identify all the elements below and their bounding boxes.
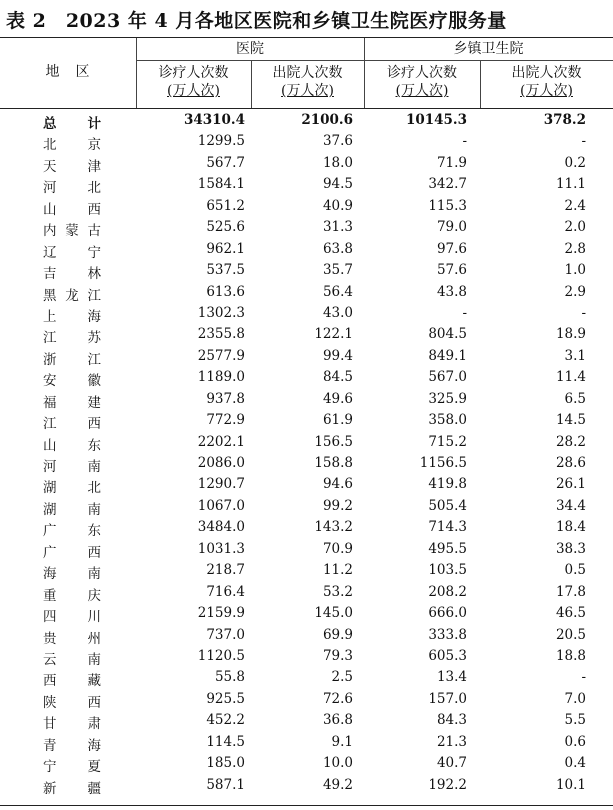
hospital-visits-cell: 1120.5 [197, 647, 245, 664]
table-row [0, 709, 613, 733]
township-visits-cell: 43.8 [436, 283, 467, 300]
township-visits-cell: 71.9 [436, 154, 467, 171]
region-name: 浙 江 [43, 351, 101, 368]
region-name: 广 西 [43, 544, 101, 561]
table-row [0, 624, 613, 645]
township-discharges-cell: - [581, 133, 586, 150]
region-name: 广 东 [43, 523, 101, 540]
hospital-discharges-cell: 40.9 [322, 197, 353, 214]
region-name: 江 苏 [43, 330, 101, 347]
hospital-discharges-cell: 31.3 [322, 219, 353, 236]
table-row [0, 581, 613, 602]
township-discharges-cell: 2.9 [564, 283, 586, 300]
hospital-discharges-cell: 94.5 [322, 176, 353, 193]
township-discharges-cell: 2.0 [564, 219, 586, 236]
hospital-visits-cell: 587.1 [206, 776, 245, 793]
hospital-discharges-cell: 49.6 [322, 390, 353, 407]
table-row [0, 302, 613, 323]
table-row [0, 388, 613, 409]
region-name: 新 疆 [43, 780, 101, 797]
hospital-discharges-cell: 143.2 [314, 519, 353, 536]
township-visits-cell: 804.5 [428, 326, 467, 343]
township-discharges-cell: 28.6 [555, 455, 586, 471]
table-row [0, 173, 613, 197]
table-row [0, 130, 613, 154]
hospital-discharges-cell: 10.0 [322, 755, 353, 772]
hospital-discharges-cell: 18.0 [322, 154, 353, 171]
hospital-visits-cell: 716.4 [206, 583, 245, 600]
hospital-visits-cell: 525.6 [206, 219, 245, 236]
hospital-discharges-cell: 61.9 [322, 412, 353, 429]
table-body [0, 109, 613, 795]
hospital-visits-cell: 613.6 [206, 283, 245, 300]
region-name: 北 京 [43, 137, 101, 154]
hospital-visits-cell: 2086.0 [197, 455, 245, 471]
hospital-discharges-cell: 70.9 [322, 540, 353, 557]
region-name: 天 津 [43, 158, 101, 175]
hospital-discharges-header: 出院人次数 (万人次) [272, 65, 343, 99]
region-name: 辽 宁 [43, 244, 101, 261]
hospital-discharges-cell: 36.8 [322, 712, 353, 729]
region-name: 吉 林 [43, 266, 101, 283]
township-discharges-cell: 46.5 [555, 605, 586, 622]
hospital-discharges-cell: 145.0 [314, 605, 353, 622]
township-visits-cell: - [462, 304, 467, 321]
table-row [0, 645, 613, 666]
township-visits-cell: 666.0 [428, 605, 467, 622]
hospital-discharges-cell: 49.2 [322, 776, 353, 793]
hospital-visits-cell: 1031.3 [197, 540, 245, 557]
township-visits-cell: 79.0 [436, 219, 467, 236]
region-name: 河 北 [43, 180, 101, 197]
region-header: 地 区 [45, 64, 91, 80]
region-name: 四 川 [43, 609, 101, 626]
header-divider [136, 60, 613, 61]
table-row [0, 774, 613, 795]
table-row [0, 431, 613, 452]
township-visits-cell: 84.3 [436, 712, 467, 729]
table-row [0, 473, 613, 497]
region-name: 安 徽 [43, 373, 101, 390]
region-name: 青 海 [43, 737, 101, 754]
township-discharges-cell: 18.8 [555, 647, 586, 664]
table-row [0, 281, 613, 302]
hospital-discharges-cell: 2.5 [331, 669, 353, 686]
township-discharges-cell: 7.0 [564, 690, 586, 707]
township-discharges-header: 出院人次数 (万人次) [511, 65, 582, 99]
data-table [0, 37, 613, 795]
hospital-visits-cell: 567.7 [206, 154, 245, 171]
hospital-discharges-cell: 53.2 [322, 583, 353, 600]
township-discharges-cell: - [581, 304, 586, 321]
township-discharges-cell: 17.8 [555, 583, 586, 600]
township-visits-cell: 10145.3 [405, 112, 467, 128]
hospital-discharges-cell: 69.9 [322, 626, 353, 643]
hospital-visits-cell: 1299.5 [197, 133, 245, 150]
table-row [0, 409, 613, 433]
table-row [0, 259, 613, 283]
township-discharges-cell: 6.5 [564, 390, 586, 407]
region-name: 贵 州 [43, 630, 101, 647]
hospital-discharges-cell: 99.4 [322, 347, 353, 364]
township-discharges-cell: 34.4 [555, 497, 586, 514]
region-name: 总 计 [43, 116, 101, 132]
table-row [0, 323, 613, 347]
region-name: 重 庆 [43, 587, 101, 604]
township-discharges-cell: 3.1 [564, 347, 586, 364]
township-visits-cell: 13.4 [436, 669, 467, 686]
table-row [0, 516, 613, 540]
township-visits-cell: 208.2 [428, 583, 467, 600]
township-visits-cell: 57.6 [436, 262, 467, 279]
region-name: 陕 西 [43, 694, 101, 711]
hospital-discharges-cell: 156.5 [314, 433, 353, 450]
hospital-visits-cell: 1290.7 [197, 476, 245, 493]
township-visits-header: 诊疗人次数 (万人次) [387, 65, 457, 99]
township-visits-cell: 358.0 [428, 412, 467, 429]
hospital-discharges-cell: 122.1 [314, 326, 353, 343]
hospital-visits-cell: 55.8 [214, 669, 245, 686]
township-header: 乡镇卫生院 [453, 41, 524, 57]
region-name: 海 南 [43, 566, 101, 583]
table-row [0, 731, 613, 752]
township-visits-cell: 40.7 [436, 755, 467, 772]
table-title: 表 2 2023 年 4 月各地区医院和乡镇卫生院医疗服务量 [6, 10, 507, 32]
township-visits-cell: 103.5 [428, 562, 467, 579]
table-row [0, 688, 613, 709]
hospital-visits-cell: 2355.8 [197, 326, 245, 343]
hospital-header: 医院 [236, 41, 264, 57]
township-visits-cell: 21.3 [436, 733, 467, 750]
township-discharges-cell: 18.4 [555, 519, 586, 536]
township-discharges-cell: 11.4 [555, 369, 586, 386]
region-name: 山 西 [43, 201, 101, 218]
township-visits-cell: 714.3 [428, 519, 467, 536]
hospital-discharges-cell: 72.6 [322, 690, 353, 707]
township-visits-cell: 97.6 [436, 240, 467, 257]
hospital-visits-cell: 185.0 [206, 755, 245, 772]
hospital-discharges-cell: 43.0 [322, 304, 353, 321]
table-row-total [0, 109, 613, 130]
hospital-visits-cell: 3484.0 [197, 519, 245, 536]
hospital-visits-cell: 772.9 [206, 412, 245, 429]
township-discharges-cell: 378.2 [543, 112, 586, 128]
region-name: 湖 南 [43, 501, 101, 518]
township-visits-cell: 605.3 [428, 647, 467, 664]
region-name: 江 西 [43, 416, 101, 433]
township-visits-cell: 192.2 [428, 776, 467, 793]
hospital-visits-cell: 2159.9 [197, 605, 245, 622]
region-name: 湖 北 [43, 480, 101, 497]
hospital-visits-cell: 925.5 [206, 690, 245, 707]
township-discharges-cell: 14.5 [555, 412, 586, 429]
hospital-visits-cell: 452.2 [206, 712, 245, 729]
township-visits-cell: 715.2 [428, 433, 467, 450]
hospital-visits-cell: 1302.3 [197, 304, 245, 321]
township-discharges-cell: 38.3 [555, 540, 586, 557]
hospital-discharges-cell: 2100.6 [301, 112, 353, 128]
hospital-discharges-cell: 84.5 [322, 369, 353, 386]
table-row [0, 666, 613, 690]
table-header [0, 38, 613, 108]
township-discharges-cell: - [581, 669, 586, 686]
township-discharges-cell: 0.2 [564, 154, 586, 171]
region-name: 山 东 [43, 437, 101, 454]
hospital-discharges-cell: 11.2 [322, 562, 353, 579]
bottom-rule [0, 805, 613, 806]
region-name: 西 藏 [43, 673, 101, 690]
hospital-visits-cell: 1584.1 [197, 176, 245, 193]
hospital-discharges-cell: 63.8 [322, 240, 353, 257]
township-visits-cell: 157.0 [428, 690, 467, 707]
hospital-discharges-cell: 158.8 [314, 455, 353, 471]
township-visits-cell: 1156.5 [419, 455, 467, 471]
hospital-visits-cell: 218.7 [206, 562, 245, 579]
table-row [0, 216, 613, 240]
township-discharges-cell: 0.5 [564, 562, 586, 579]
township-discharges-cell: 11.1 [555, 176, 586, 193]
region-name: 云 南 [43, 651, 101, 668]
township-discharges-cell: 2.8 [564, 240, 586, 257]
table-row [0, 238, 613, 259]
township-visits-cell: 342.7 [428, 176, 467, 193]
hospital-visits-cell: 114.5 [206, 733, 245, 750]
hospital-visits-cell: 937.8 [206, 390, 245, 407]
township-discharges-cell: 0.6 [564, 733, 586, 750]
table-row [0, 538, 613, 559]
township-visits-cell: 567.0 [428, 369, 467, 386]
township-visits-cell: 849.1 [428, 347, 467, 364]
hospital-discharges-cell: 56.4 [322, 283, 353, 300]
region-name: 上 海 [43, 308, 101, 325]
township-discharges-cell: 28.2 [555, 433, 586, 450]
hospital-visits-cell: 962.1 [206, 240, 245, 257]
hospital-visits-cell: 2202.1 [197, 433, 245, 450]
township-discharges-cell: 26.1 [555, 476, 586, 493]
hospital-visits-cell: 737.0 [206, 626, 245, 643]
township-visits-cell: - [462, 133, 467, 150]
region-name: 甘 肃 [43, 716, 101, 733]
township-visits-cell: 333.8 [428, 626, 467, 643]
township-visits-cell: 115.3 [428, 197, 467, 214]
township-discharges-cell: 0.4 [564, 755, 586, 772]
hospital-visits-cell: 34310.4 [183, 112, 245, 128]
hospital-discharges-cell: 37.6 [322, 133, 353, 150]
hospital-visits-cell: 537.5 [206, 262, 245, 279]
region-name: 河 南 [43, 459, 101, 475]
hospital-discharges-cell: 99.2 [322, 497, 353, 514]
table-row [0, 366, 613, 390]
table-row [0, 559, 613, 583]
table-row [0, 602, 613, 626]
township-visits-cell: 325.9 [428, 390, 467, 407]
township-visits-cell: 505.4 [428, 497, 467, 514]
region-name: 黑龙江 [43, 287, 101, 304]
township-visits-cell: 419.8 [428, 476, 467, 493]
hospital-discharges-cell: 79.3 [322, 647, 353, 664]
table-row [0, 495, 613, 516]
region-name: 宁 夏 [43, 759, 101, 776]
hospital-discharges-cell: 9.1 [331, 733, 353, 750]
township-visits-cell: 495.5 [428, 540, 467, 557]
hospital-visits-header: 诊疗人次数 (万人次) [158, 65, 229, 99]
hospital-discharges-cell: 35.7 [322, 262, 353, 279]
table-row [0, 195, 613, 216]
hospital-visits-cell: 2577.9 [197, 347, 245, 364]
region-name: 福 建 [43, 394, 101, 411]
township-discharges-cell: 5.5 [564, 712, 586, 729]
hospital-discharges-cell: 94.6 [322, 476, 353, 493]
table-row [0, 345, 613, 366]
table-row [0, 752, 613, 776]
township-discharges-cell: 10.1 [555, 776, 586, 793]
township-discharges-cell: 18.9 [555, 326, 586, 343]
hospital-visits-cell: 1189.0 [197, 369, 245, 386]
hospital-visits-cell: 651.2 [206, 197, 245, 214]
township-discharges-cell: 1.0 [564, 262, 586, 279]
hospital-visits-cell: 1067.0 [197, 497, 245, 514]
table-row [0, 452, 613, 473]
township-discharges-cell: 2.4 [564, 197, 586, 214]
township-discharges-cell: 20.5 [555, 626, 586, 643]
region-name: 内蒙古 [43, 223, 101, 240]
table-row [0, 152, 613, 173]
